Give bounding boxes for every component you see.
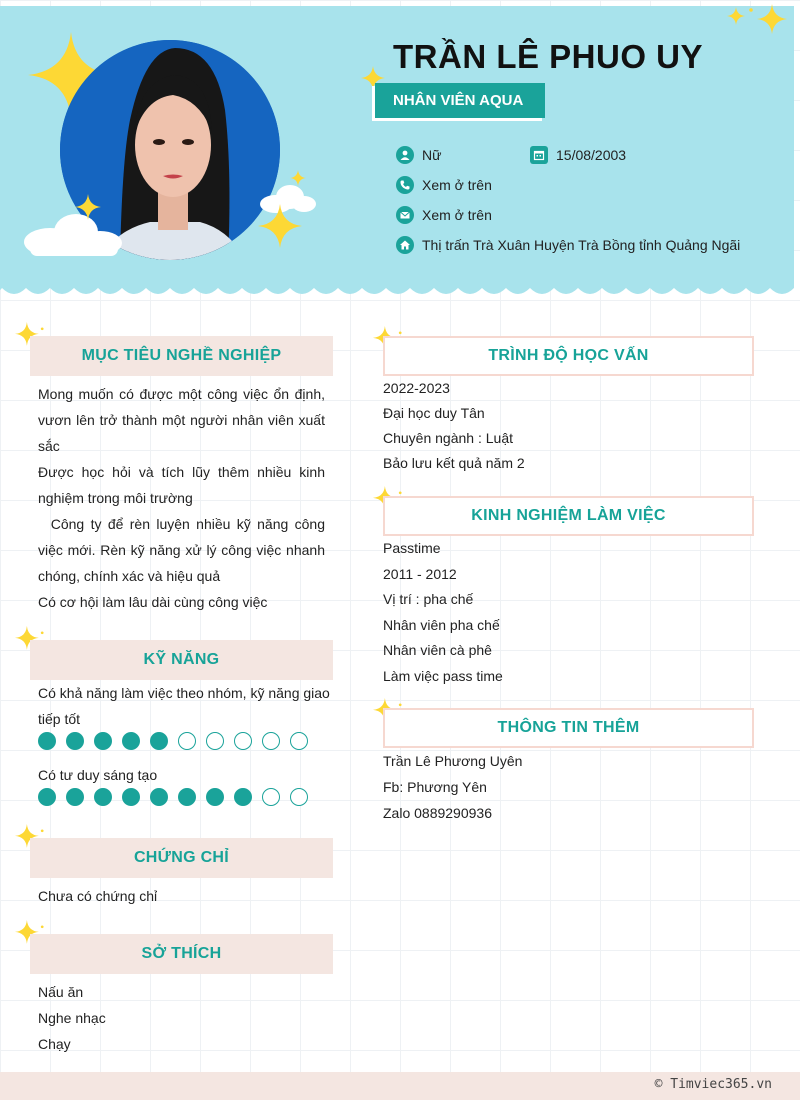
hobby-item: Chạy — [38, 1036, 71, 1052]
user-icon — [396, 146, 414, 164]
hobbies-list — [38, 979, 333, 1057]
career-goal-line: Mong muốn có được một công việc ổn định, vươn lên trở thành một người nhân viên xuất sắc — [38, 386, 325, 454]
extra-info-content — [383, 748, 753, 826]
skills-title: KỸ NĂNG — [30, 640, 333, 680]
extra-info-line: Trần Lê Phương Uyên — [383, 753, 523, 769]
rating-dot-empty — [178, 732, 196, 750]
skill-rating — [38, 732, 308, 750]
hobbies-title: SỞ THÍCH — [30, 934, 333, 974]
career-goal-line: Được học hỏi và tích lũy thêm nhiều kinh nghiệm trong môi trường — [38, 464, 325, 506]
footer — [0, 1072, 800, 1100]
birthdate-value: 15/08/2003 — [556, 147, 627, 163]
education-line: Chuyên ngành : Luật — [383, 430, 513, 446]
experience-title: KINH NGHIỆM LÀM VIỆC — [383, 496, 754, 536]
rating-dot-empty — [290, 788, 308, 806]
footer-copyright: © Timviec365.vn — [654, 1077, 772, 1092]
job-position: NHÂN VIÊN AQUA — [375, 83, 545, 118]
education-line: Đại học duy Tân — [383, 405, 485, 421]
rating-dot-empty — [206, 732, 224, 750]
certificates-title: CHỨNG CHỈ — [30, 838, 333, 878]
rating-dot-filled — [66, 788, 84, 806]
education-content — [383, 376, 753, 476]
experience-content — [383, 536, 753, 689]
experience-line: Nhân viên pha chế — [383, 616, 500, 633]
experience-line: Làm việc pass time — [383, 667, 503, 684]
rating-dot-filled — [38, 732, 56, 750]
small-star-icon — [75, 194, 101, 220]
rating-dot-empty — [290, 732, 308, 750]
small-star-icon — [290, 170, 306, 186]
cv-header — [0, 0, 800, 300]
skill-rating — [38, 788, 308, 806]
address-row — [396, 236, 740, 254]
phone-row — [396, 176, 492, 194]
gender-value: Nữ — [422, 147, 442, 163]
rating-dot-empty — [262, 788, 280, 806]
rating-dot-filled — [150, 732, 168, 750]
extra-info-title: THÔNG TIN THÊM — [383, 708, 754, 748]
rating-dot-filled — [150, 788, 168, 806]
rating-dot-filled — [122, 788, 140, 806]
rating-dot-empty — [234, 732, 252, 750]
extra-info-line: Zalo 0889290936 — [383, 805, 492, 821]
rating-dot-filled — [66, 732, 84, 750]
phone-value: Xem ở trên — [422, 177, 492, 193]
career-goal-title: MỤC TIÊU NGHỀ NGHIỆP — [30, 336, 333, 376]
rating-dot-filled — [178, 788, 196, 806]
sparkle-icon — [724, 4, 790, 34]
cloud-icon — [20, 210, 124, 258]
hobby-item: Nấu ăn — [38, 984, 84, 1000]
education-title: TRÌNH ĐỘ HỌC VẤN — [383, 336, 754, 376]
experience-line: Nhân viên cà phê — [383, 642, 492, 658]
education-line: Bảo lưu kết quả năm 2 — [383, 455, 525, 471]
rating-dot-filled — [122, 732, 140, 750]
address-value: Thị trấn Trà Xuân Huyện Trà Bồng tỉnh Quảng Ngãi — [422, 237, 741, 253]
certificates-text: Chưa có chứng chỉ — [38, 888, 158, 904]
career-goal-line: Có cơ hội làm lâu dài cùng công việc — [38, 594, 268, 610]
full-name: TRẦN LÊ PHUO UY — [393, 38, 704, 75]
hobby-item: Nghe nhạc — [38, 1010, 106, 1026]
gender-row — [396, 146, 441, 164]
career-goal-content — [38, 381, 329, 615]
education-line: 2022-2023 — [383, 380, 450, 396]
experience-line: Vị trí : pha chế — [383, 591, 474, 607]
rating-dot-filled — [94, 732, 112, 750]
small-star-icon — [258, 204, 302, 248]
rating-dot-filled — [38, 788, 56, 806]
email-value: Xem ở trên — [422, 207, 492, 223]
experience-line: 2011 - 2012 — [383, 565, 457, 582]
rating-dot-filled — [94, 788, 112, 806]
extra-info-line: Fb: Phương Yên — [383, 779, 487, 795]
career-goal-line: Công ty để rèn luyện nhiều kỹ năng công việc mới. Rèn kỹ năng xử lý công việc nhanh chóng, chính xác và hiệu quả — [38, 516, 329, 584]
rating-dot-filled — [234, 788, 252, 806]
email-row — [396, 206, 492, 224]
rating-dot-empty — [262, 732, 280, 750]
birthdate-row — [530, 146, 626, 164]
experience-line: Passtime — [383, 540, 441, 556]
skill-name: Có tư duy sáng tạo — [38, 767, 158, 783]
skill-name: Có khả năng làm việc theo nhóm, kỹ năng giao tiếp tốt — [38, 685, 330, 727]
phone-icon — [396, 176, 414, 194]
rating-dot-filled — [206, 788, 224, 806]
home-icon — [396, 236, 414, 254]
calendar-icon — [530, 146, 548, 164]
mail-icon — [396, 206, 414, 224]
